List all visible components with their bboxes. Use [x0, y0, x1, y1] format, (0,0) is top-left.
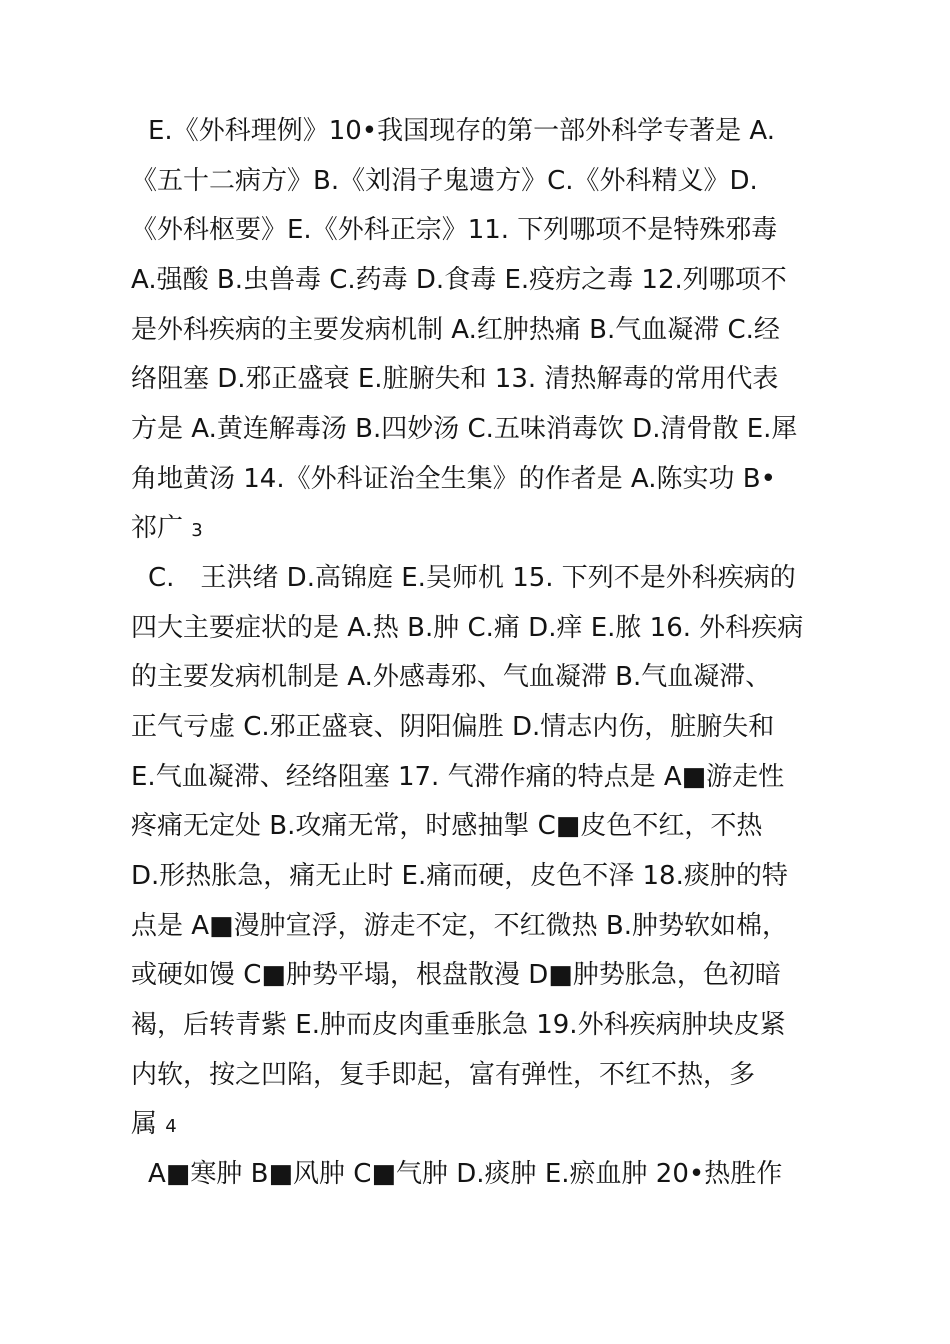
text-fragment: 祁广	[131, 513, 184, 543]
text-line: 内软，按之凹陷，复手即起，富有弹性，不红不热，多	[131, 1060, 756, 1090]
text-line: 是外科疾病的主要发病机制 A.红肿热痛 B.气血凝滞 C.经	[131, 315, 780, 345]
text-line: E.《外科理例》10•我国现存的第一部外科学专著是 A.	[148, 116, 775, 146]
page-number: 4	[165, 1116, 177, 1137]
page-number: 3	[191, 520, 203, 541]
text-line-with-page-marker	[131, 1109, 177, 1142]
text-line: 络阻塞 D.邪正盛衰 E.脏腑失和 13. 清热解毒的常用代表	[131, 364, 779, 394]
text-line: E.气血凝滞、经络阻塞 17. 气滞作痛的特点是 A■游走性	[131, 762, 785, 792]
text-line: 四大主要症状的是 A.热 B.肿 C.痛 D.痒 E.脓 16. 外科疾病	[131, 613, 804, 643]
text-line: 点是 A■漫肿宣浮，游走不定，不红微热 B.肿势软如棉，	[131, 911, 788, 941]
text-line: 方是 A.黄连解毒汤 B.四妙汤 C.五味消毒饮 D.清骨散 E.犀	[131, 414, 798, 444]
text-line: 《五十二病方》B.《刘涓子鬼遗方》C.《外科精义》D.	[131, 166, 758, 196]
text-fragment: 属	[131, 1109, 158, 1139]
text-line: 《外科枢要》E.《外科正宗》11. 下列哪项不是特殊邪毒	[131, 215, 778, 245]
text-line: 疼痛无定处 B.攻痛无常，时感抽掣 C■皮色不红，不热	[131, 811, 763, 841]
text-line: D.形热胀急，痛无止时 E.痛而硬，皮色不泽 18.痰肿的特	[131, 861, 788, 891]
text-line: C. 王洪绪 D.高锦庭 E.吴师机 15. 下列不是外科疾病的	[148, 563, 796, 593]
text-line: A■寒肿 B■风肿 C■气肿 D.痰肿 E.瘀血肿 20•热胜作	[148, 1159, 783, 1189]
text-line: 的主要发病机制是 A.外感毒邪、气血凝滞 B.气血凝滞、	[131, 662, 772, 692]
text-line: 角地黄汤 14.《外科证治全生集》的作者是 A.陈实功 B•	[131, 464, 776, 494]
text-line: 或硬如馒 C■肿势平塌，根盘散漫 D■肿势胀急，色初暗	[131, 960, 781, 990]
text-line: A.强酸 B.虫兽毒 C.药毒 D.食毒 E.疫疠之毒 12.列哪项不	[131, 265, 787, 295]
text-line: 褐，后转青紫 E.肿而皮肉重垂胀急 19.外科疾病肿块皮紧	[131, 1010, 786, 1040]
text-line-with-page-marker	[131, 513, 203, 546]
text-line: 正气亏虚 C.邪正盛衰、阴阳偏胜 D.情志内伤，脏腑失和	[131, 712, 775, 742]
